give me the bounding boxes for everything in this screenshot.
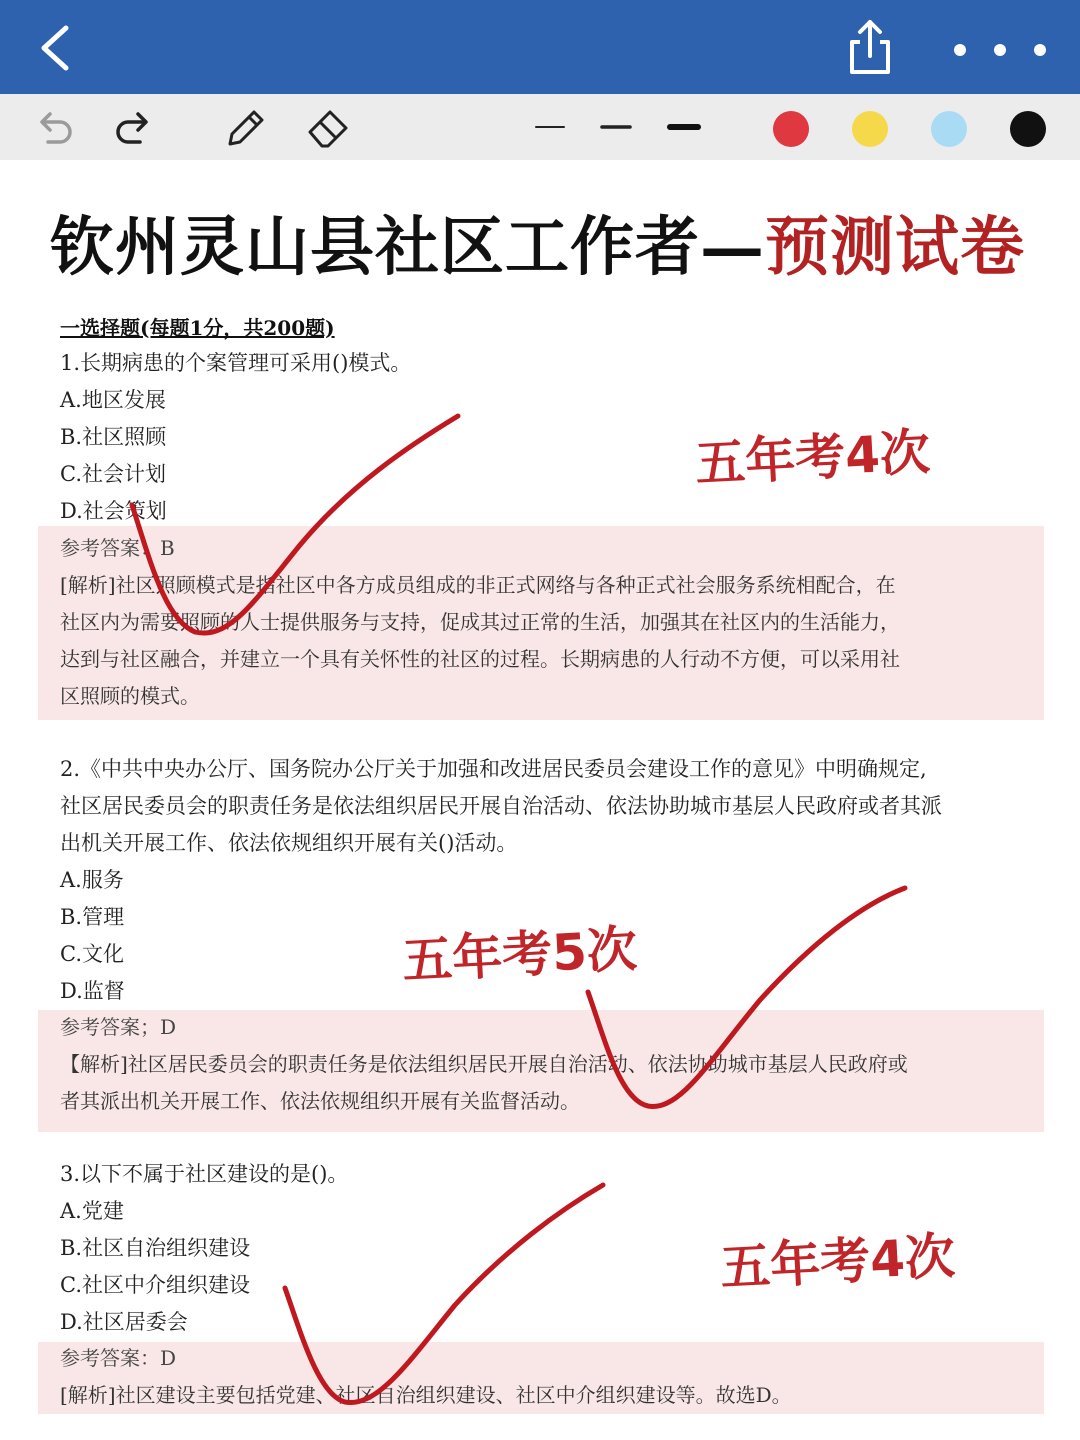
stroke-medium-option[interactable] — [596, 102, 646, 152]
redo-icon — [108, 102, 158, 152]
share-icon — [838, 16, 902, 80]
color-swatch-light-blue[interactable] — [931, 111, 967, 147]
color-swatch-red[interactable] — [773, 111, 809, 147]
back-button[interactable] — [30, 18, 86, 78]
stroke-thick-option[interactable] — [664, 102, 714, 152]
question-2-option-c: C.文化 — [60, 942, 124, 966]
share-button[interactable] — [838, 16, 902, 80]
pencil-icon — [220, 102, 270, 152]
question-1-answer: 参考答案：B — [60, 536, 175, 560]
question-2-explain-line: 【解析]社区居民委员会的职责任务是依法组织居民开展自治活动、依法协助城市基层人民政府或 — [60, 1052, 908, 1076]
question-3-answer: 参考答案：D — [60, 1346, 177, 1370]
redo-button[interactable] — [108, 102, 158, 152]
question-2-option-d: D.监督 — [60, 979, 125, 1003]
stroke-thick-icon — [664, 102, 714, 152]
eraser-tool[interactable] — [302, 102, 352, 152]
color-swatch-yellow[interactable] — [852, 111, 888, 147]
handwritten-note-1: 五年考4次 — [693, 422, 932, 494]
question-1-explain-line: [解析]社区照顾模式是指社区中各方成员组成的非正式网络与各种正式社会服务系统相配合，在 — [60, 573, 896, 597]
question-2-answer: 参考答案；D — [60, 1015, 177, 1039]
page-title-main: 钦州灵山县社区工作者— — [50, 210, 765, 285]
question-1-option-c: C.社会计划 — [60, 462, 166, 486]
question-2-text-line: 社区居民委员会的职责任务是依法组织居民开展自治活动、依法协助城市基层人民政府或者其派 — [60, 794, 942, 818]
top-nav-bar — [0, 0, 1080, 94]
question-1-option-b: B.社区照顾 — [60, 425, 167, 449]
annotation-toolbar — [0, 94, 1080, 160]
page-title — [50, 196, 1040, 288]
question-1-explain-line: 社区内为需要照顾的人士提供服务与支持，促成其过正常的生活，加强其在社区内的生活能力， — [60, 610, 900, 634]
question-2-option-a: A.服务 — [60, 868, 124, 892]
question-3-option-d: D.社区居委会 — [60, 1310, 188, 1334]
question-1-text: 1.长期病患的个案管理可采用()模式。 — [60, 351, 412, 375]
question-1-explain-line: 达到与社区融合，并建立一个具有关怀性的社区的过程。长期病患的人行动不方便，可以采用社 — [60, 647, 900, 671]
stroke-medium-icon — [596, 102, 646, 152]
question-2-text-line: 2.《中共中央办公厅、国务院办公厅关于加强和改进居民委员会建设工作的意见》中明确规定, — [60, 757, 927, 781]
question-3-text: 3.以下不属于社区建设的是()。 — [60, 1162, 349, 1186]
question-1-option-d: D.社会策划 — [60, 499, 167, 523]
more-dots-icon — [940, 30, 1060, 70]
stroke-thin-icon — [530, 102, 580, 152]
more-options-button[interactable] — [940, 30, 1060, 70]
handwritten-note-2: 五年考5次 — [400, 919, 639, 991]
handwritten-note-3: 五年考4次 — [718, 1226, 957, 1298]
question-1-explain-line: 区照顾的模式。 — [60, 684, 200, 708]
question-1-option-a: A.地区发展 — [60, 388, 166, 412]
chevron-left-icon — [30, 18, 86, 78]
undo-icon — [30, 102, 80, 152]
color-swatch-black[interactable] — [1010, 111, 1046, 147]
eraser-icon — [302, 102, 352, 152]
question-2-explain-line: 者其派出机关开展工作、依法依规组织开展有关监督活动。 — [60, 1089, 580, 1113]
question-3-explain-line: [解析]社区建设主要包括党建、社区自治组织建设、社区中介组织建设等。故选D。 — [60, 1383, 792, 1407]
undo-button[interactable] — [30, 102, 80, 152]
question-3-option-b: B.社区自治组织建设 — [60, 1236, 251, 1260]
stroke-thin-option[interactable] — [530, 102, 580, 152]
question-2-text-line: 出机关开展工作、依法依规组织开展有关()活动。 — [60, 831, 518, 855]
question-3-option-c: C.社区中介组织建设 — [60, 1273, 250, 1297]
pen-tool[interactable] — [220, 102, 270, 152]
page-title-accent: 预测试卷 — [765, 210, 1025, 285]
section-heading: 一选择题(每题1分，共200题) — [60, 316, 335, 340]
question-2-option-b: B.管理 — [60, 905, 125, 929]
question-3-option-a: A.党建 — [60, 1199, 124, 1223]
